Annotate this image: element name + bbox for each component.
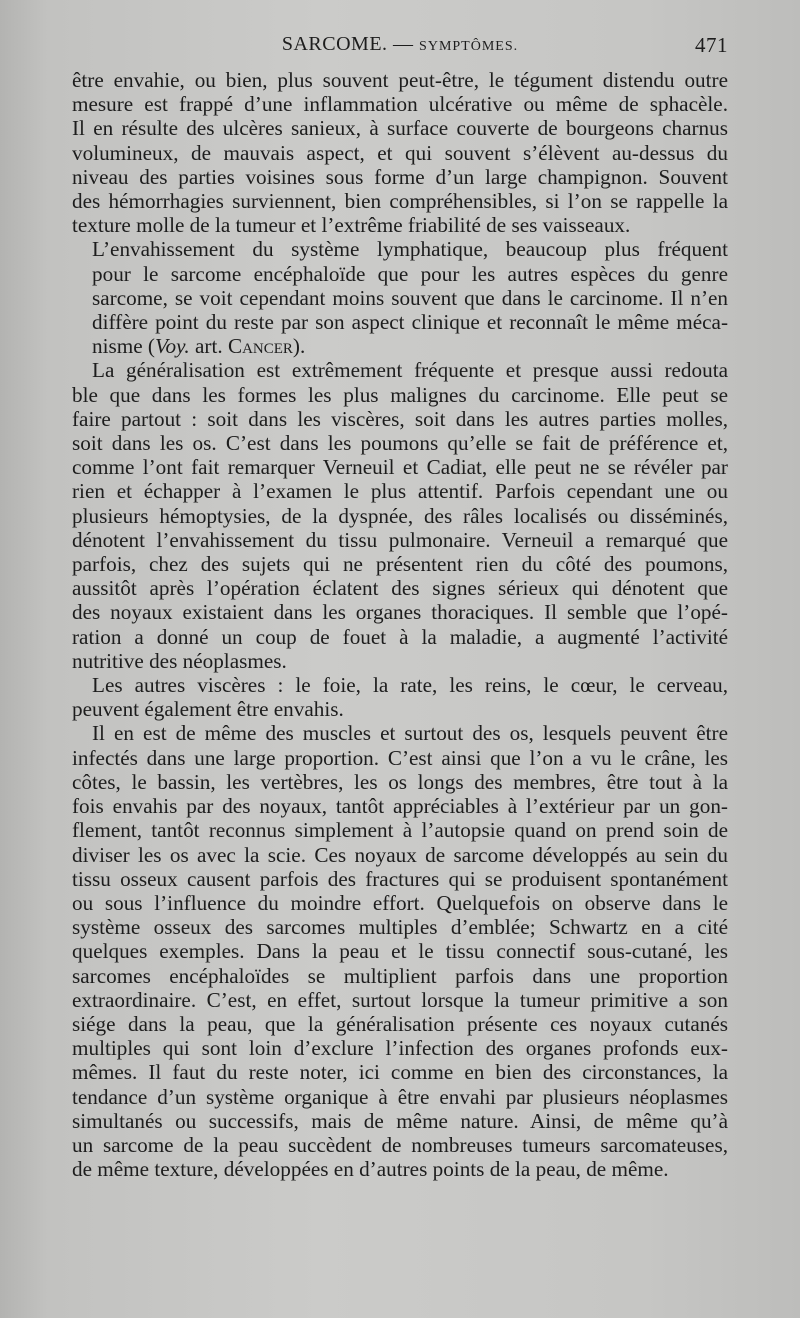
text-line: nutritive des néoplasmes. [72, 648, 287, 673]
text-line: texture molle de la tumeur et l’extrême friabilité de ses vaisseaux. [72, 213, 631, 238]
text-line: peuvent également être envahis. [72, 697, 344, 722]
text-line: La généralisation est extrêmement fréquente et presque aussi redouta [92, 358, 728, 383]
text-line: sarcome, se voit cependant moins souvent que dans le carcinome. Il n’en [92, 285, 728, 310]
text-line: flement, tantôt reconnus simplement à l’autopsie quand on prend soin de [72, 818, 728, 843]
text-line: comme l’ont fait remarquer Verneuil et Cadiat, elle peut ne se révéler par [72, 455, 728, 480]
text-line: simultanés ou successifs, mais de même nature. Ainsi, de même qu’à [72, 1108, 728, 1133]
text-fragment: nisme ( [92, 334, 155, 359]
text-line: mêmes. Il faut du reste noter, ici comme en bien des circonstances, la [72, 1060, 728, 1085]
paragraph-2 [72, 237, 728, 358]
text-line: aussitôt après l’opération éclatent des signes sérieux qui dénotent que [72, 576, 728, 601]
page-number: 471 [695, 33, 728, 57]
title-separator: — [393, 33, 414, 55]
text-line: sarcomes encéphaloïdes se multiplient parfois dans une proportion [72, 963, 728, 988]
text-line: être envahie, ou bien, plus souvent peut-être, le tégument distendu outre [72, 68, 728, 92]
text-line: côtes, le bassin, les vertèbres, les os longs des membres, être tout à la [72, 769, 728, 794]
text-line: plusieurs hémoptysies, de la dyspnée, des râles localisés ou disséminés, [72, 503, 728, 528]
text-fragment: art. [189, 334, 228, 359]
text-line: multiples qui sont loin d’exclure l’infection des organes profonds eux- [72, 1036, 728, 1061]
text-line: Il en résulte des ulcères sanieux, à surface couverte de bourgeons charnus [72, 116, 728, 141]
text-line: infectés dans une large proportion. C’est ainsi que l’on a vu le crâne, les [72, 745, 728, 770]
text-line: tendance d’un système organique à être envahi par plusieurs néoplasmes [72, 1084, 728, 1109]
text-line: Les autres viscères : le foie, la rate, les reins, le cœur, le cerveau, [92, 673, 728, 698]
text-line: système osseux des sarcomes multiples d’emblée; Schwartz en a cité [72, 915, 728, 940]
text-line: niveau des parties voisines sous forme d’un large champignon. Souvent [72, 164, 728, 189]
text-line: diviser les os avec la scie. Ces noyaux de sarcome développés au sein du [72, 842, 728, 867]
chapter-title: SARCOME. [281, 33, 388, 55]
paragraph-3 [72, 358, 728, 673]
text-line: tissu osseux causent parfois des fractures qui se produisent spontanément [72, 866, 728, 891]
section-title: SYMPTÔMES. [419, 39, 519, 54]
text-line: pour le sarcome encéphaloïde que pour les autres espèces du genre [92, 261, 728, 286]
text-line: un sarcome de la peau succèdent de nombreuses tumeurs sarcomateuses, [72, 1132, 728, 1157]
body-text [72, 68, 728, 1181]
text-line: fois envahis par des noyaux, tantôt appréciables à l’extérieur par un gon- [72, 794, 728, 819]
text-line: quelques exemples. Dans la peau et le tissu connectif sous-cutané, les [72, 939, 728, 964]
text-line: des hémorrhagies surviennent, bien compréhensibles, si l’on se rappelle la [72, 189, 728, 214]
text-line: ration a donné un coup de fouet à la maladie, a augmenté l’activité [72, 624, 728, 649]
text-line: soit dans les os. C’est dans les poumons qu’elle se fait de préférence et, [72, 431, 728, 456]
cross-reference-voy: Voy. [154, 334, 190, 359]
text-line: rien et échapper à l’examen le plus attentif. Parfois cependant une ou [72, 479, 728, 504]
text-line: extraordinaire. C’est, en effet, surtout lorsque la tumeur primitive a son [72, 987, 728, 1012]
paragraph-5 [72, 721, 728, 1181]
text-line: de même texture, développées en d’autres points de la peau, de même. [72, 1157, 669, 1182]
text-line: siége dans la peau, que la généralisation présente ces noyaux cutanés [72, 1011, 728, 1036]
text-line [72, 334, 728, 358]
text-line: ble que dans les formes les plus malignes du carcinome. Elle peut se [72, 382, 728, 407]
text-line: dénotent l’envahissement du tissu pulmonaire. Verneuil a remarqué que [72, 527, 728, 552]
paragraph-4 [72, 673, 728, 721]
text-line: volumineux, de mauvais aspect, et qui souvent s’élèvent au-dessus du [72, 140, 728, 165]
text-line: Il en est de même des muscles et surtout des os, lesquels peuvent être [92, 721, 728, 746]
text-line: parfois, chez des sujets qui ne présentent rien du côté des poumons, [72, 552, 728, 577]
text-fragment: ). [292, 334, 306, 359]
text-line: des noyaux existaient dans les organes thoraciques. Il semble que l’opé- [72, 600, 728, 625]
text-line: ou sous l’influence du moindre effort. Quelquefois on observe dans le [72, 890, 728, 915]
text-line: faire partout : soit dans les viscères, soit dans les autres parties molles, [72, 406, 728, 431]
running-title [72, 33, 728, 56]
text-line: diffère point du reste par son aspect clinique et reconnaît le même méca- [92, 310, 728, 335]
paragraph-1 [72, 68, 728, 237]
cross-reference-cancer: Cancer [227, 334, 293, 359]
text-line: mesure est frappé d’une inflammation ulcérative ou même de sphacèle. [72, 92, 728, 117]
running-head [72, 33, 728, 59]
text-line: L’envahissement du système lymphatique, beaucoup plus fréquent [92, 237, 728, 262]
